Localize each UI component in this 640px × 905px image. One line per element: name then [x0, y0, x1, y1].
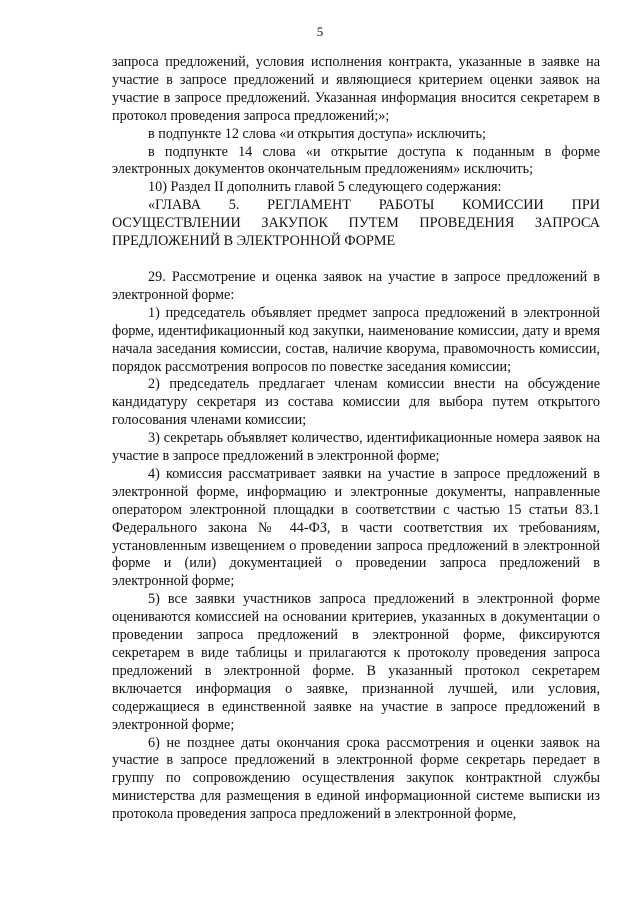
- list-item: 5) все заявки участников запроса предложений в электронной форме оцениваются комиссией на основании критериев, указанных в документации о проведении запроса предложений в электронной форме, фиксируются секретарем в виде таблицы и прилагаются к протоколу проведения запроса предложений в электронной форме. В указанный протокол секретарем включается информация о заявке, признанной лучшей, или условия, содержащиеся в единственной заявке на участие в запросе предложений в электронной форме;: [112, 591, 600, 733]
- list-item: 2) председатель предлагает членам комиссии внести на обсуждение кандидатуру секретаря из состава комиссии для выбора путем открытого голосования членами комиссии;: [112, 376, 600, 429]
- chapter-heading: «ГЛАВА 5. РЕГЛАМЕНТ РАБОТЫ КОМИССИИ ПРИ ОСУЩЕСТВЛЕНИИ ЗАКУПОК ПУТЕМ ПРОВЕДЕНИЯ ЗАПРОСА ПРЕДЛОЖЕНИЙ В ЭЛЕКТРОННОЙ ФОРМЕ: [112, 197, 600, 250]
- spacer: [112, 251, 600, 269]
- list-item: 4) комиссия рассматривает заявки на участие в запросе предложений в электронной форме, информацию и электронные документы, направленные оператором электронной площадки в соответствии с частью 15 статьи 83.1 Федерального закона № 44-ФЗ, в части соответствия их требованиям, установленным извещением о проведении запроса предложений в электронной форме и (или) документацией о проведении запроса предложений в электронной форме;: [112, 465, 600, 590]
- list-item: 1) председатель объявляет предмет запроса предложений в электронной форме, идентификационный код закупки, наименование комиссии, дату и время начала заседания комиссии, состав, наличие кворума, правомочность комиссии, порядок рассмотрения вопросов по повестке заседания комиссии;: [112, 304, 600, 375]
- list-item: 3) секретарь объявляет количество, идентификационные номера заявок на участие в запросе предложений в электронной форме;: [112, 430, 600, 465]
- document-body: [112, 54, 600, 824]
- paragraph: в подпункте 12 слова «и открытия доступа» исключить;: [148, 125, 486, 142]
- clause-29: 29. Рассмотрение и оценка заявок на участие в запросе предложений в электронной форме:: [112, 268, 600, 303]
- paragraph: 10) Раздел II дополнить главой 5 следующего содержания:: [148, 179, 502, 196]
- paragraph: запроса предложений, условия исполнения контракта, указанные в заявке на участие в запросе предложений и являющиеся критерием оценки заявок на участие в запросе предложений. Указанная информация вносится секретарем в протокол проведения запроса предложений;»;: [112, 54, 600, 124]
- paragraph: в подпункте 14 слова «и открытие доступа к поданным в форме электронных документов окончательным предложениям» исключить;: [112, 143, 600, 178]
- list-item: 6) не позднее даты окончания срока рассмотрения и оценки заявок на участие в запросе предложений в электронной форме секретарь передает в группу по сопровождению осуществления закупок контрактной службы министерства для размещения в единой информационной системе выписки из протокола проведения запроса предложений в электронной форме,: [112, 734, 600, 823]
- page-number: 5: [316, 24, 324, 39]
